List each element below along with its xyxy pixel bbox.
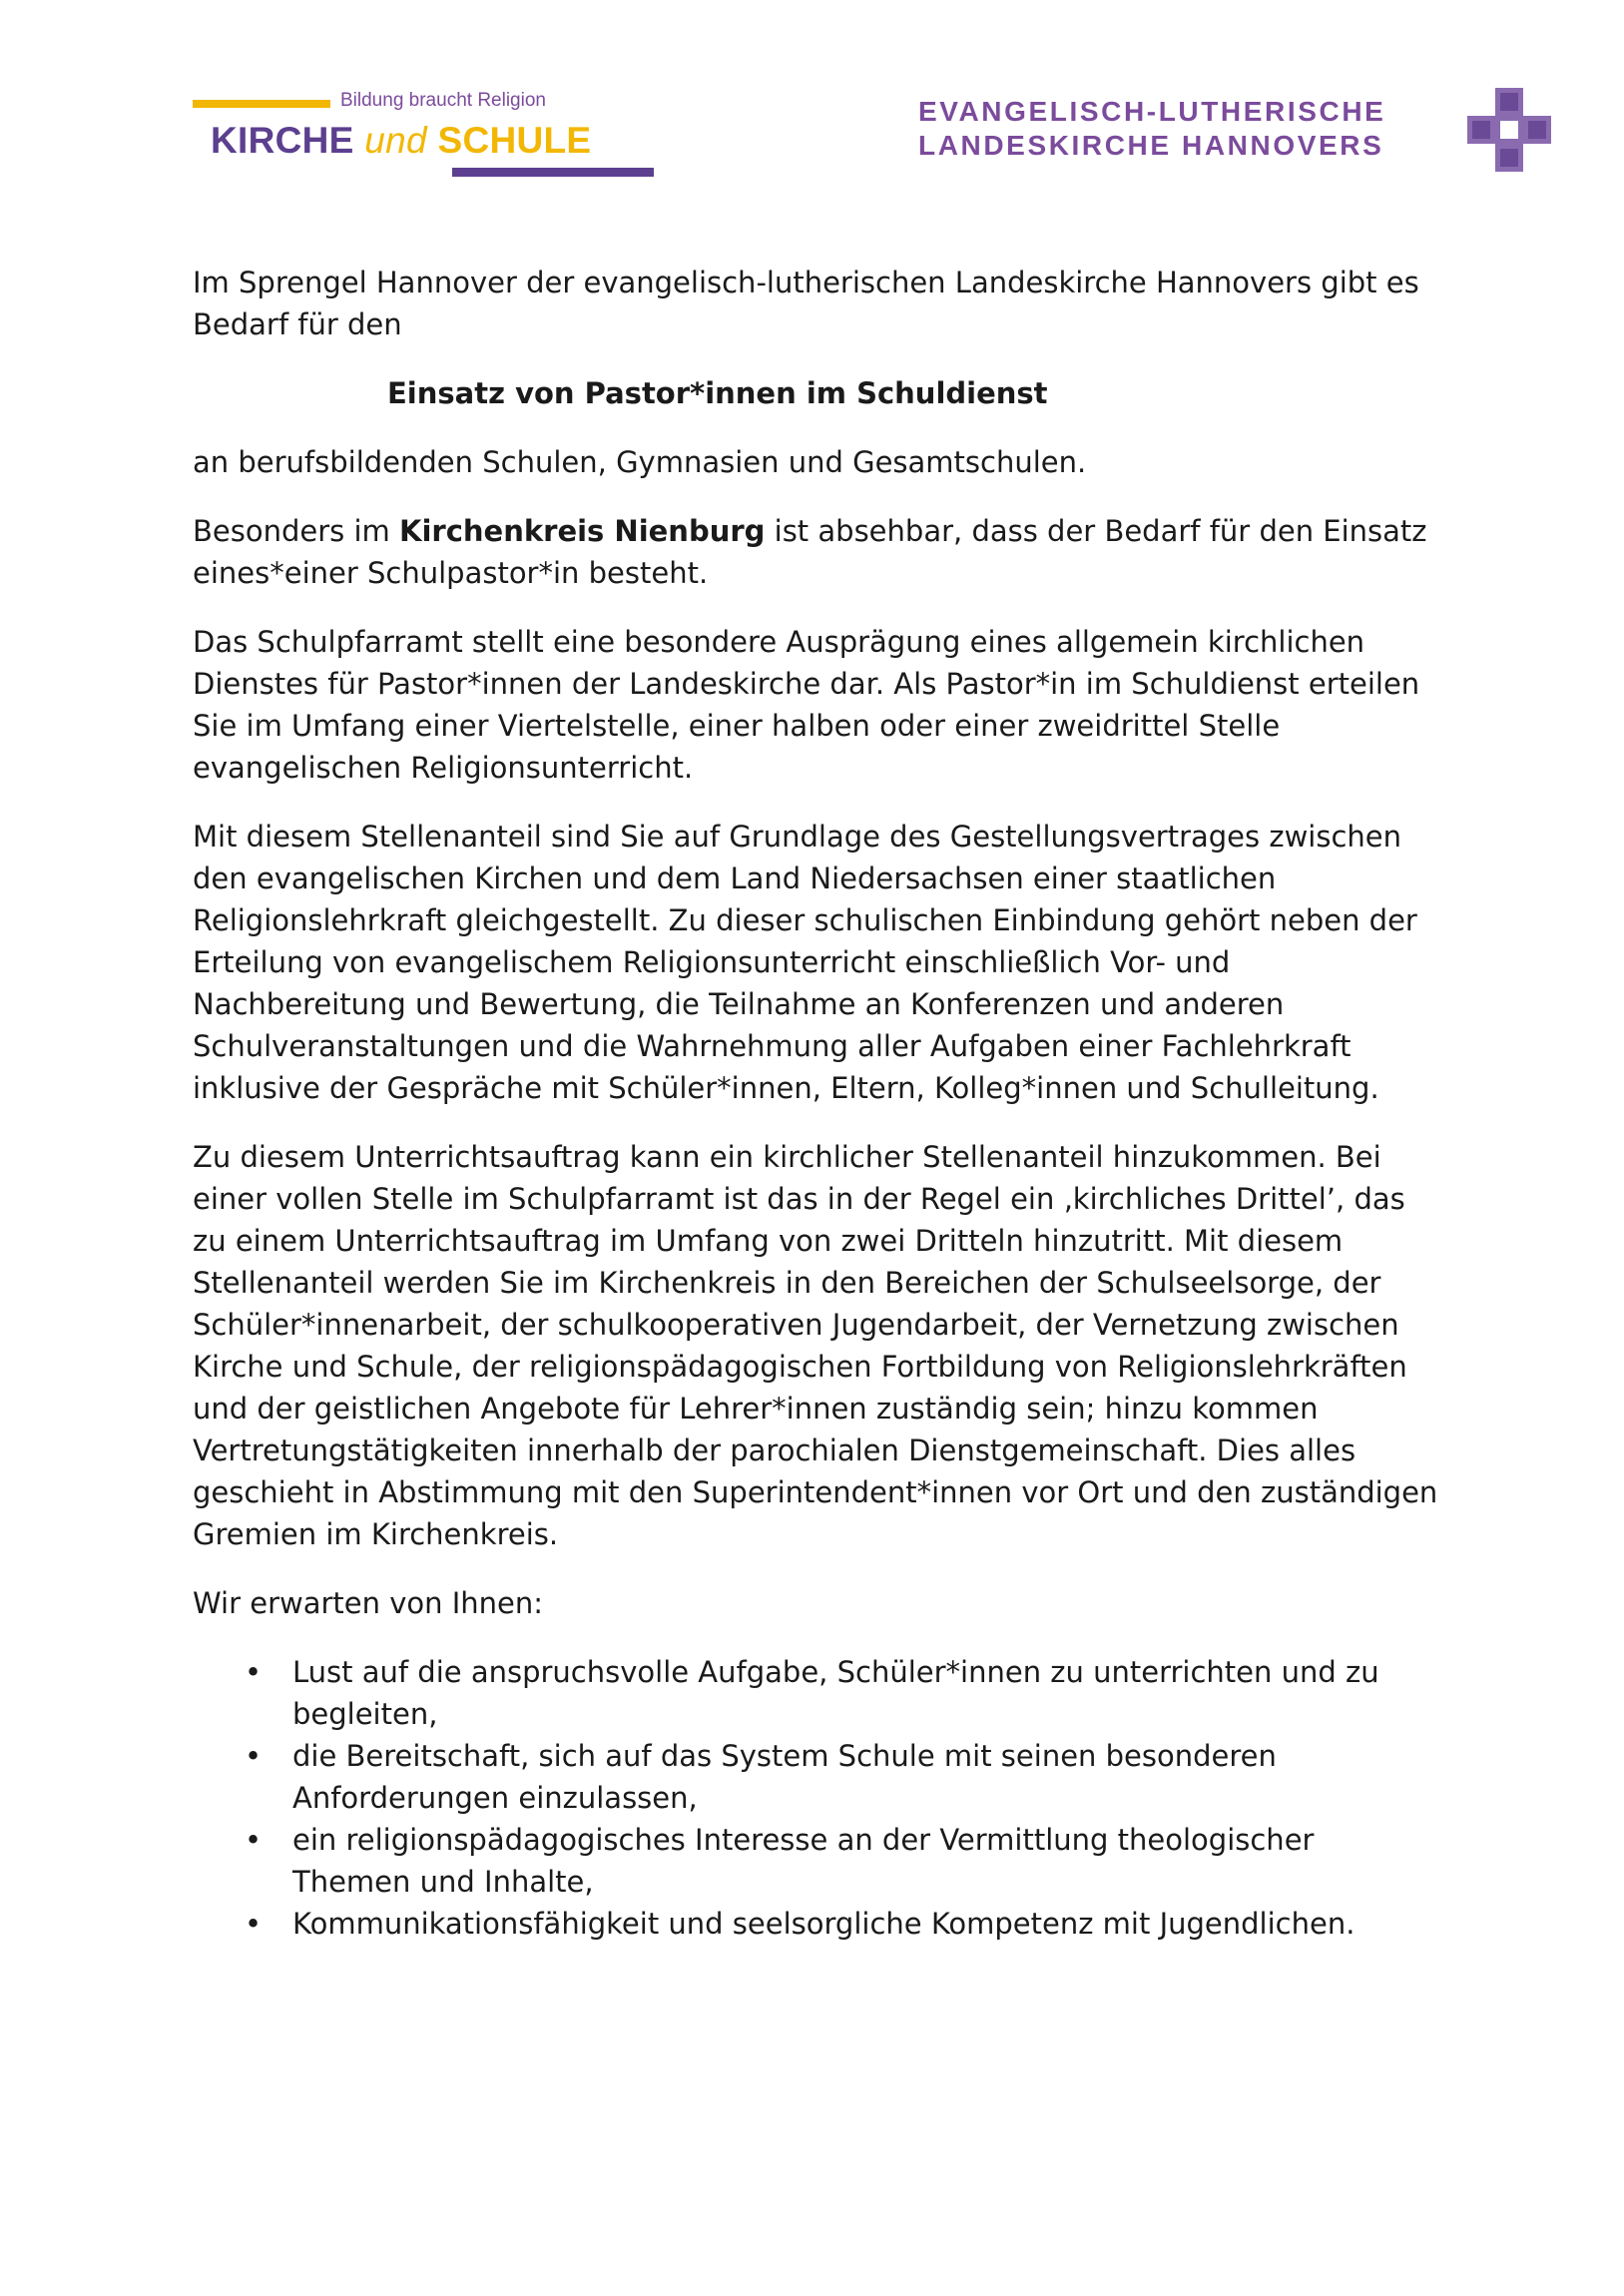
logo-line-evangelisch: EVANGELISCH-LUTHERISCHE [918, 96, 1386, 127]
nienburg-bold: Kirchenkreis Nienburg [399, 514, 766, 548]
nienburg-suffix: ist absehbar, dass der Bedarf für den Einsatz eines*einer Schulpastor*in besteht. [193, 514, 1427, 590]
unterrichtsauftrag-paragraph: Zu diesem Unterrichtsauftrag kann ein kirchlicher Stellenanteil hinzukommen. Bei einer vollen Stelle im Schulpfarramt ist das in der Regel ein ‚kirchliches Drittel’, das zu einem Unterrichtsauftrag im Umfang von zwei Dritteln hinzutritt. Mit diesem Stellenanteil werden Sie im Kirchenkreis in den Bereichen der Schulseelsorge, der Schüler*innenarbeit, der schulkooperativen Jugendarbeit, der Vernetzung zwischen Kirche und Schule, der religionspädagogischen Fortbildung von Religionslehrkräften und der geistlichen Angebote für Lehrer*innen zuständig sein; hinzu kommen Vertretungstätigkeiten innerhalb der parochialen Dienstgemeinschaft. Dies alles geschieht in Abstimmung mit den Superintendent*innen vor Ort und den zuständigen Gremien im Kirchenkreis. [193, 1140, 1438, 1551]
purple-cross-icon [1467, 88, 1551, 172]
logo-tagline: Bildung braucht Religion [340, 90, 546, 111]
position-heading: Einsatz von Pastor*innen im Schuldienst [387, 376, 1048, 410]
logo-purple-bar [452, 168, 654, 177]
kirche-und-schule-logo [193, 90, 662, 180]
nienburg-prefix: Besonders im [193, 514, 399, 548]
list-item: • Lust auf die anspruchsvolle Aufgabe, Schüler*innen zu unterrichten und zu begleiten, [193, 1651, 1440, 1735]
logo-brand-kirche: KIRCHE [211, 120, 354, 161]
list-item: • ein religionspädagogisches Interesse an der Vermittlung theologischer Themen und Inhalte, [193, 1819, 1440, 1903]
schools-paragraph: an berufsbildenden Schulen, Gymnasien und Gesamtschulen. [193, 445, 1087, 479]
document-body [193, 262, 1440, 1945]
schulpfarramt-paragraph: Das Schulpfarramt stellt eine besondere Ausprägung eines allgemein kirchlichen Dienstes für Pastor*innen der Landeskirche dar. Als Pastor*in im Schuldienst erteilen Sie im Umfang einer Viertelstelle, einer halben oder einer zweidrittel Stelle evangelischen Religionsunterricht. [193, 625, 1420, 785]
expectations-intro: Wir erwarten von Ihnen: [193, 1586, 544, 1620]
expectations-list [193, 1651, 1440, 1945]
logo-line-landeskirche: LANDESKIRCHE HANNOVERS [918, 130, 1384, 161]
logo-brand-schule: SCHULE [437, 120, 592, 161]
logo-yellow-bar [193, 100, 330, 108]
landeskirche-hannovers-logo [918, 88, 1557, 178]
list-item: • Kommunikationsfähigkeit und seelsorgliche Kompetenz mit Jugendlichen. [193, 1903, 1440, 1945]
stellenanteil-paragraph: Mit diesem Stellenanteil sind Sie auf Grundlage des Gestellungsvertrages zwischen den evangelischen Kirchen und dem Land Niedersachsen einer staatlichen Religionslehrkraft gleichgestellt. Zu dieser schulischen Einbindung gehört neben der Erteilung von evangelischem Religionsunterricht einschließlich Vor- und Nachbereitung und Bewertung, die Teilnahme an Konferenzen und anderen Schulveranstaltungen und die Wahrnehmung aller Aufgaben einer Fachlehrkraft inklusive der Gespräche mit Schüler*innen, Eltern, Kolleg*innen und Schulleitung. [193, 820, 1417, 1105]
list-item: • die Bereitschaft, sich auf das System Schule mit seinen besonderen Anforderungen einzulassen, [193, 1735, 1440, 1819]
intro-paragraph: Im Sprengel Hannover der evangelisch-lutherischen Landeskirche Hannovers gibt es Bedarf für den [193, 266, 1419, 341]
logo-brand-und: und [364, 120, 427, 161]
logo-brand [211, 120, 591, 162]
nienburg-paragraph [193, 510, 1440, 594]
